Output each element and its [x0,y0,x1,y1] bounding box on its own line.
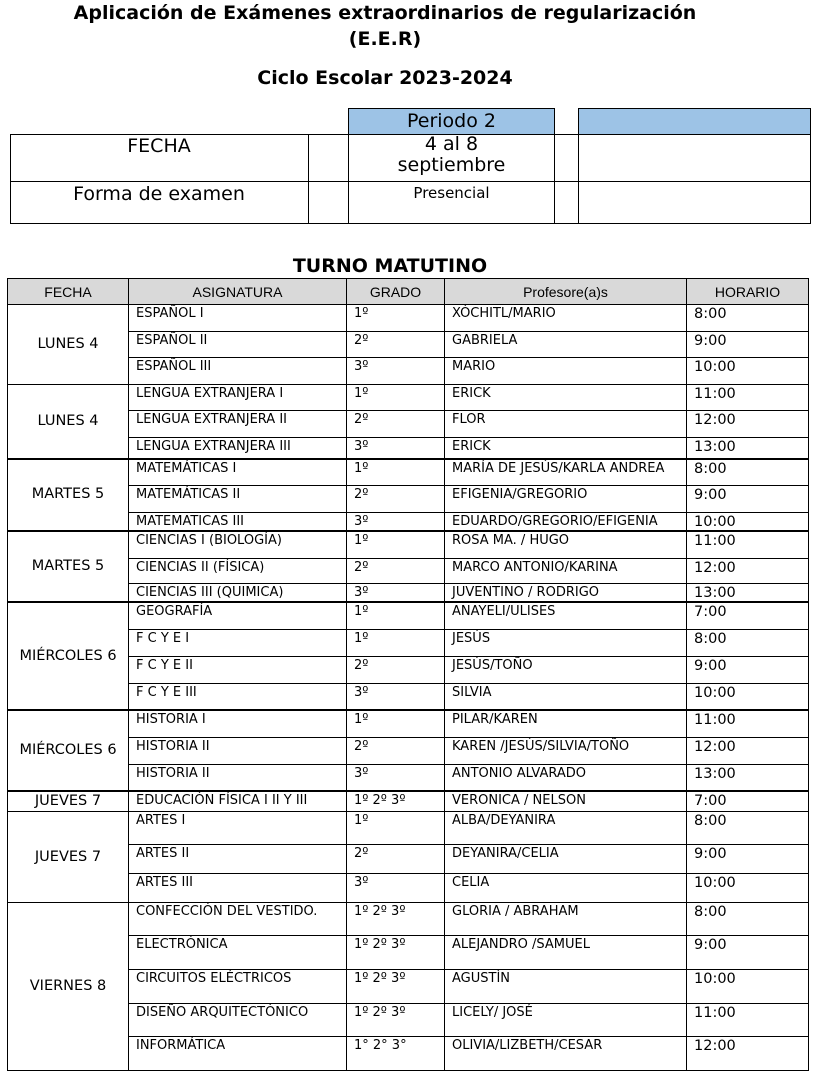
subject-cell: F C Y E II [129,656,347,683]
period-col-divider [578,134,579,224]
time-cell: 9:00 [687,845,809,874]
teacher-cell: JESÚS [445,629,687,656]
table-row [8,683,809,710]
column-header-fecha: FECHA [8,279,129,305]
grade-cell: 1º [347,629,445,656]
subject-cell: HISTORIA II [129,737,347,764]
subject-cell: ESPAÑOL III [129,358,347,385]
grade-cell: 1º 2º 3º [347,970,445,1004]
teacher-cell: OLIVIA/LIZBETH/CESAR [445,1037,687,1071]
teacher-cell: MARIO [445,358,687,385]
teacher-cell: XÓCHITL/MARIO [445,305,687,332]
time-cell: 9:00 [687,486,809,513]
schedule-table [7,278,809,1071]
time-cell: 10:00 [687,358,809,385]
table-row [8,656,809,683]
time-cell: 9:00 [687,332,809,358]
time-cell: 7:00 [687,602,809,629]
table-row [8,812,809,845]
subject-cell: LENGUA EXTRANJERA III [129,438,347,459]
title-line-2: (E.E.R) [348,28,422,50]
grade-cell: 3º [347,874,445,903]
subject-cell: HISTORIA I [129,710,347,737]
teacher-cell: DEYANIRA/CELIA [445,845,687,874]
teacher-cell: VERONICA / NELSON [445,791,687,812]
grade-cell: 1º [347,812,445,845]
day-cell: MARTES 5 [8,531,129,602]
time-cell: 8:00 [687,812,809,845]
exam-form-value: Presencial [413,184,490,202]
time-cell: 7:00 [687,791,809,812]
grade-cell: 3º [347,438,445,459]
fecha-value [348,134,555,176]
teacher-cell: ALEJANDRO /SAMUEL [445,936,687,970]
teacher-cell: EFIGENIA/GREGORIO [445,486,687,513]
grade-cell: 1º [347,385,445,411]
day-cell: JUEVES 7 [8,791,129,812]
teacher-cell: SILVIA [445,683,687,710]
table-row [8,791,809,812]
table-row [8,764,809,791]
day-cell: LUNES 4 [8,305,129,385]
grade-cell: 1º 2º 3º [347,791,445,812]
subject-cell: ESPAÑOL I [129,305,347,332]
subject-cell: HISTORIA II [129,764,347,791]
exam-form-label: Forma de examen [73,183,245,205]
grade-cell: 2º [347,656,445,683]
grade-cell: 3º [347,764,445,791]
subject-cell: ARTES I [129,812,347,845]
table-row [8,385,809,411]
grade-cell: 3º [347,358,445,385]
title-line-1: Aplicación de Exámenes extraordinarios de regularización [73,2,697,24]
table-row [8,936,809,970]
grade-cell: 1º 2º 3º [347,1004,445,1037]
time-cell: 8:00 [687,305,809,332]
time-cell: 10:00 [687,970,809,1004]
teacher-cell: GLORIA / ABRAHAM [445,903,687,936]
subject-cell: CONFECCIÓN DEL VESTIDO. [129,903,347,936]
teacher-cell: KAREN /JESÙS/SILVIA/TOÑO [445,737,687,764]
table-row [8,358,809,385]
grade-cell: 1° 2° 3° [347,1037,445,1071]
time-cell: 12:00 [687,1037,809,1071]
table-row [8,486,809,513]
teacher-cell: CELIA [445,874,687,903]
column-header-profesores: Profesore(a)s [445,279,687,305]
subject-cell: F C Y E I [129,629,347,656]
subject-cell: ARTES II [129,845,347,874]
school-cycle: Ciclo Escolar 2023-2024 [257,67,513,89]
table-row [8,903,809,936]
column-header-grado: GRADO [347,279,445,305]
teacher-cell: MARÍA DE JESÚS/KARLA ANDREA [445,459,687,486]
teacher-cell: ANAYELI/ULISES [445,602,687,629]
time-cell: 12:00 [687,558,809,583]
teacher-cell: ROSA MA. / HUGO [445,531,687,558]
table-row [8,558,809,583]
day-cell: MIÉRCOLES 6 [8,710,129,791]
teacher-cell: AGUSTÌN [445,970,687,1004]
period-header: Periodo 2 [348,108,555,135]
time-cell: 10:00 [687,874,809,903]
teacher-cell: ALBA/DEYANIRA [445,812,687,845]
time-cell: 8:00 [687,903,809,936]
subject-cell: DISEÑO ARQUITECTÒNICO [129,1004,347,1037]
teacher-cell: EDUARDO/GREGORIO/EFIGENIA [445,513,687,532]
subject-cell: CIENCIAS II (FÍSICA) [129,558,347,583]
period-header-empty [578,108,811,135]
table-row [8,531,809,558]
day-cell: MARTES 5 [8,459,129,532]
subject-cell: ESPAÑOL II [129,332,347,358]
table-row [8,845,809,874]
time-cell: 11:00 [687,531,809,558]
table-row [8,710,809,737]
grade-cell: 3º [347,513,445,532]
table-row [8,602,809,629]
period-col-divider [308,134,309,224]
time-cell: 13:00 [687,764,809,791]
subject-cell: MATEMÁTICAS I [129,459,347,486]
subject-cell: MATEMÁTICAS II [129,486,347,513]
grade-cell: 1º 2º 3º [347,936,445,970]
table-row [8,332,809,358]
grade-cell: 2º [347,411,445,438]
table-row [8,411,809,438]
time-cell: 11:00 [687,1004,809,1037]
subject-cell: INFORMÁTICA [129,1037,347,1071]
grade-cell: 1º [347,531,445,558]
day-cell: VIERNES 8 [8,903,129,1071]
subject-cell: CIRCUITOS ELÉCTRICOS [129,970,347,1004]
grade-cell: 1º 2º 3º [347,903,445,936]
teacher-cell: LICELY/ JOSÉ [445,1004,687,1037]
table-row [8,459,809,486]
table-header-row [8,279,809,305]
table-row [8,1004,809,1037]
grade-cell: 2º [347,558,445,583]
document-title [0,0,770,52]
day-cell: LUNES 4 [8,385,129,459]
teacher-cell: ANTONIO ALVARADO [445,764,687,791]
fecha-value-line2: septiembre [397,154,506,176]
column-header-horario: HORARIO [687,279,809,305]
subject-cell: CIENCIAS I (BIOLOGÍA) [129,531,347,558]
grade-cell: 2º [347,486,445,513]
subject-cell: LENGUA EXTRANJERA II [129,411,347,438]
table-row [8,438,809,459]
subject-cell: MATEMATICAS III [129,513,347,532]
subject-cell: EDUCACIÓN FÍSICA I II Y III [129,791,347,812]
table-row [8,970,809,1004]
teacher-cell: FLOR [445,411,687,438]
grade-cell: 2º [347,845,445,874]
grade-cell: 2º [347,332,445,358]
table-row [8,305,809,332]
teacher-cell: ERICK [445,438,687,459]
fecha-label: FECHA [127,135,191,157]
teacher-cell: ERICK [445,385,687,411]
subject-cell: ARTES III [129,874,347,903]
time-cell: 12:00 [687,411,809,438]
time-cell: 11:00 [687,710,809,737]
teacher-cell: JUVENTINO / RODRIGO [445,583,687,602]
subject-cell: ELECTRÓNICA [129,936,347,970]
table-row [8,513,809,532]
grade-cell: 2º [347,737,445,764]
time-cell: 9:00 [687,936,809,970]
grade-cell: 3º [347,583,445,602]
time-cell: 11:00 [687,385,809,411]
subject-cell: GEOGRAFÍA [129,602,347,629]
period-row-divider [10,181,811,182]
teacher-cell: GABRIELA [445,332,687,358]
day-cell: MIÉRCOLES 6 [8,602,129,710]
table-row [8,583,809,602]
column-header-asignatura: ASIGNATURA [129,279,347,305]
subject-cell: CIENCIAS III (QUIMICA) [129,583,347,602]
time-cell: 8:00 [687,459,809,486]
grade-cell: 1º [347,602,445,629]
table-row [8,629,809,656]
table-row [8,1037,809,1071]
time-cell: 10:00 [687,513,809,532]
time-cell: 8:00 [687,629,809,656]
grade-cell: 1º [347,710,445,737]
table-row [8,874,809,903]
subject-cell: LENGUA EXTRANJERA I [129,385,347,411]
time-cell: 9:00 [687,656,809,683]
grade-cell: 1º [347,305,445,332]
day-cell: JUEVES 7 [8,812,129,903]
time-cell: 10:00 [687,683,809,710]
teacher-cell: MARCO ANTONIO/KARINA [445,558,687,583]
shift-title: TURNO MATUTINO [292,255,488,277]
grade-cell: 3º [347,683,445,710]
time-cell: 13:00 [687,438,809,459]
table-row [8,737,809,764]
time-cell: 13:00 [687,583,809,602]
teacher-cell: JESÙS/TOÑO [445,656,687,683]
grade-cell: 1º [347,459,445,486]
teacher-cell: PILAR/KAREN [445,710,687,737]
time-cell: 12:00 [687,737,809,764]
subject-cell: F C Y E III [129,683,347,710]
fecha-value-line1: 4 al 8 [424,133,479,155]
